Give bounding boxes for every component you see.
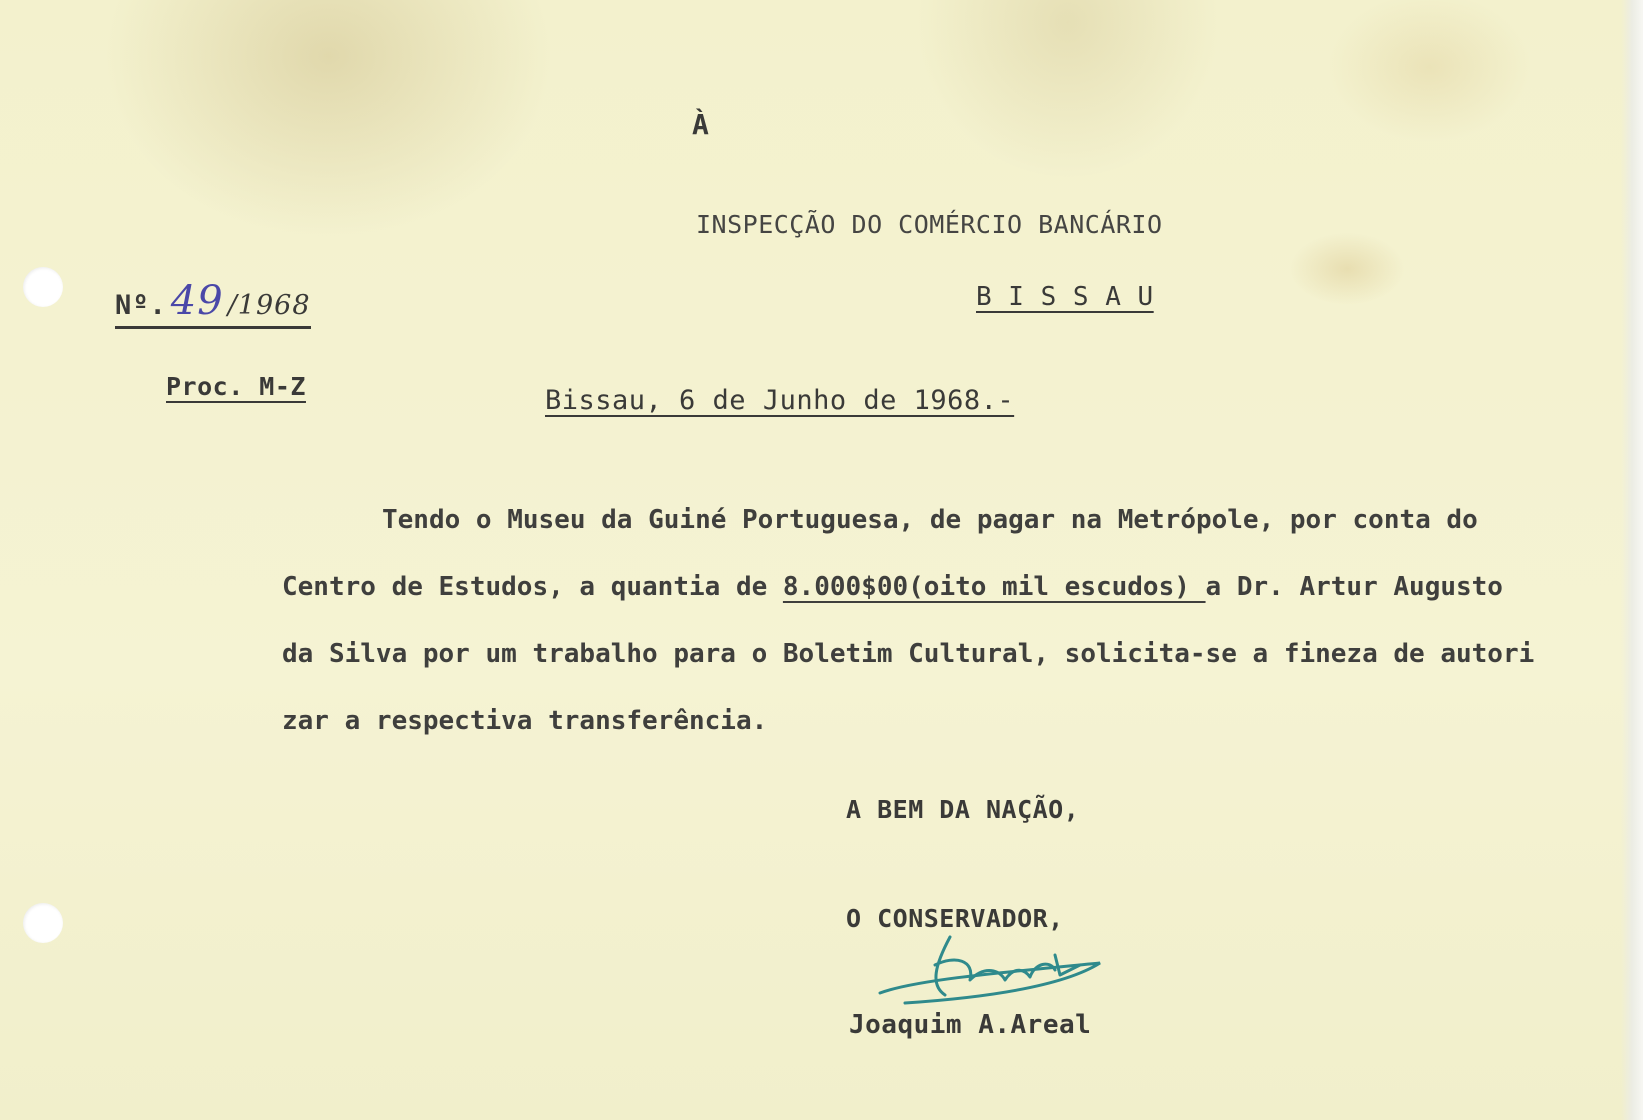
signatory-title: O CONSERVADOR, [846, 904, 1064, 933]
body-line-2 [282, 554, 1622, 621]
handwritten-number: 49 [170, 278, 224, 324]
salutation: À [692, 108, 710, 141]
process-reference: Proc. M-Z [166, 372, 306, 401]
body-line-1: Tendo o Museu da Guiné Portuguesa, de pagar na Metrópole, por conta do [382, 505, 1478, 535]
reference-prefix: Nº. [115, 290, 167, 321]
signatory-name: Joaquim A.Areal [849, 1010, 1092, 1040]
date-line: Bissau, 6 de Junho de 1968.- [545, 385, 1015, 416]
punch-hole-top [23, 267, 63, 307]
recipient-city: B I S S A U [976, 282, 1154, 312]
closing-motto: A BEM DA NAÇÃO, [846, 795, 1080, 824]
body-line-2-start: Centro de Estudos, a quantia de [282, 572, 783, 602]
reference-number [115, 278, 311, 329]
paper-edge [1621, 0, 1643, 1120]
signature-image [875, 925, 1115, 1015]
punch-hole-bottom [23, 903, 63, 943]
recipient-name: INSPECÇÃO DO COMÉRCIO BANCÁRIO [696, 210, 1163, 239]
letter-body [282, 487, 1622, 755]
amount: 8.000$00(oito mil escudos) [782, 572, 1206, 602]
body-line-4: zar a respectiva transferência. [282, 706, 768, 736]
body-line-3: da Silva por um trabalho para o Boletim Cultural, solicita-se a fineza de autori [282, 639, 1535, 669]
body-line-2-end: a Dr. Artur Augusto [1205, 572, 1503, 602]
reference-year: /1968 [227, 290, 311, 321]
